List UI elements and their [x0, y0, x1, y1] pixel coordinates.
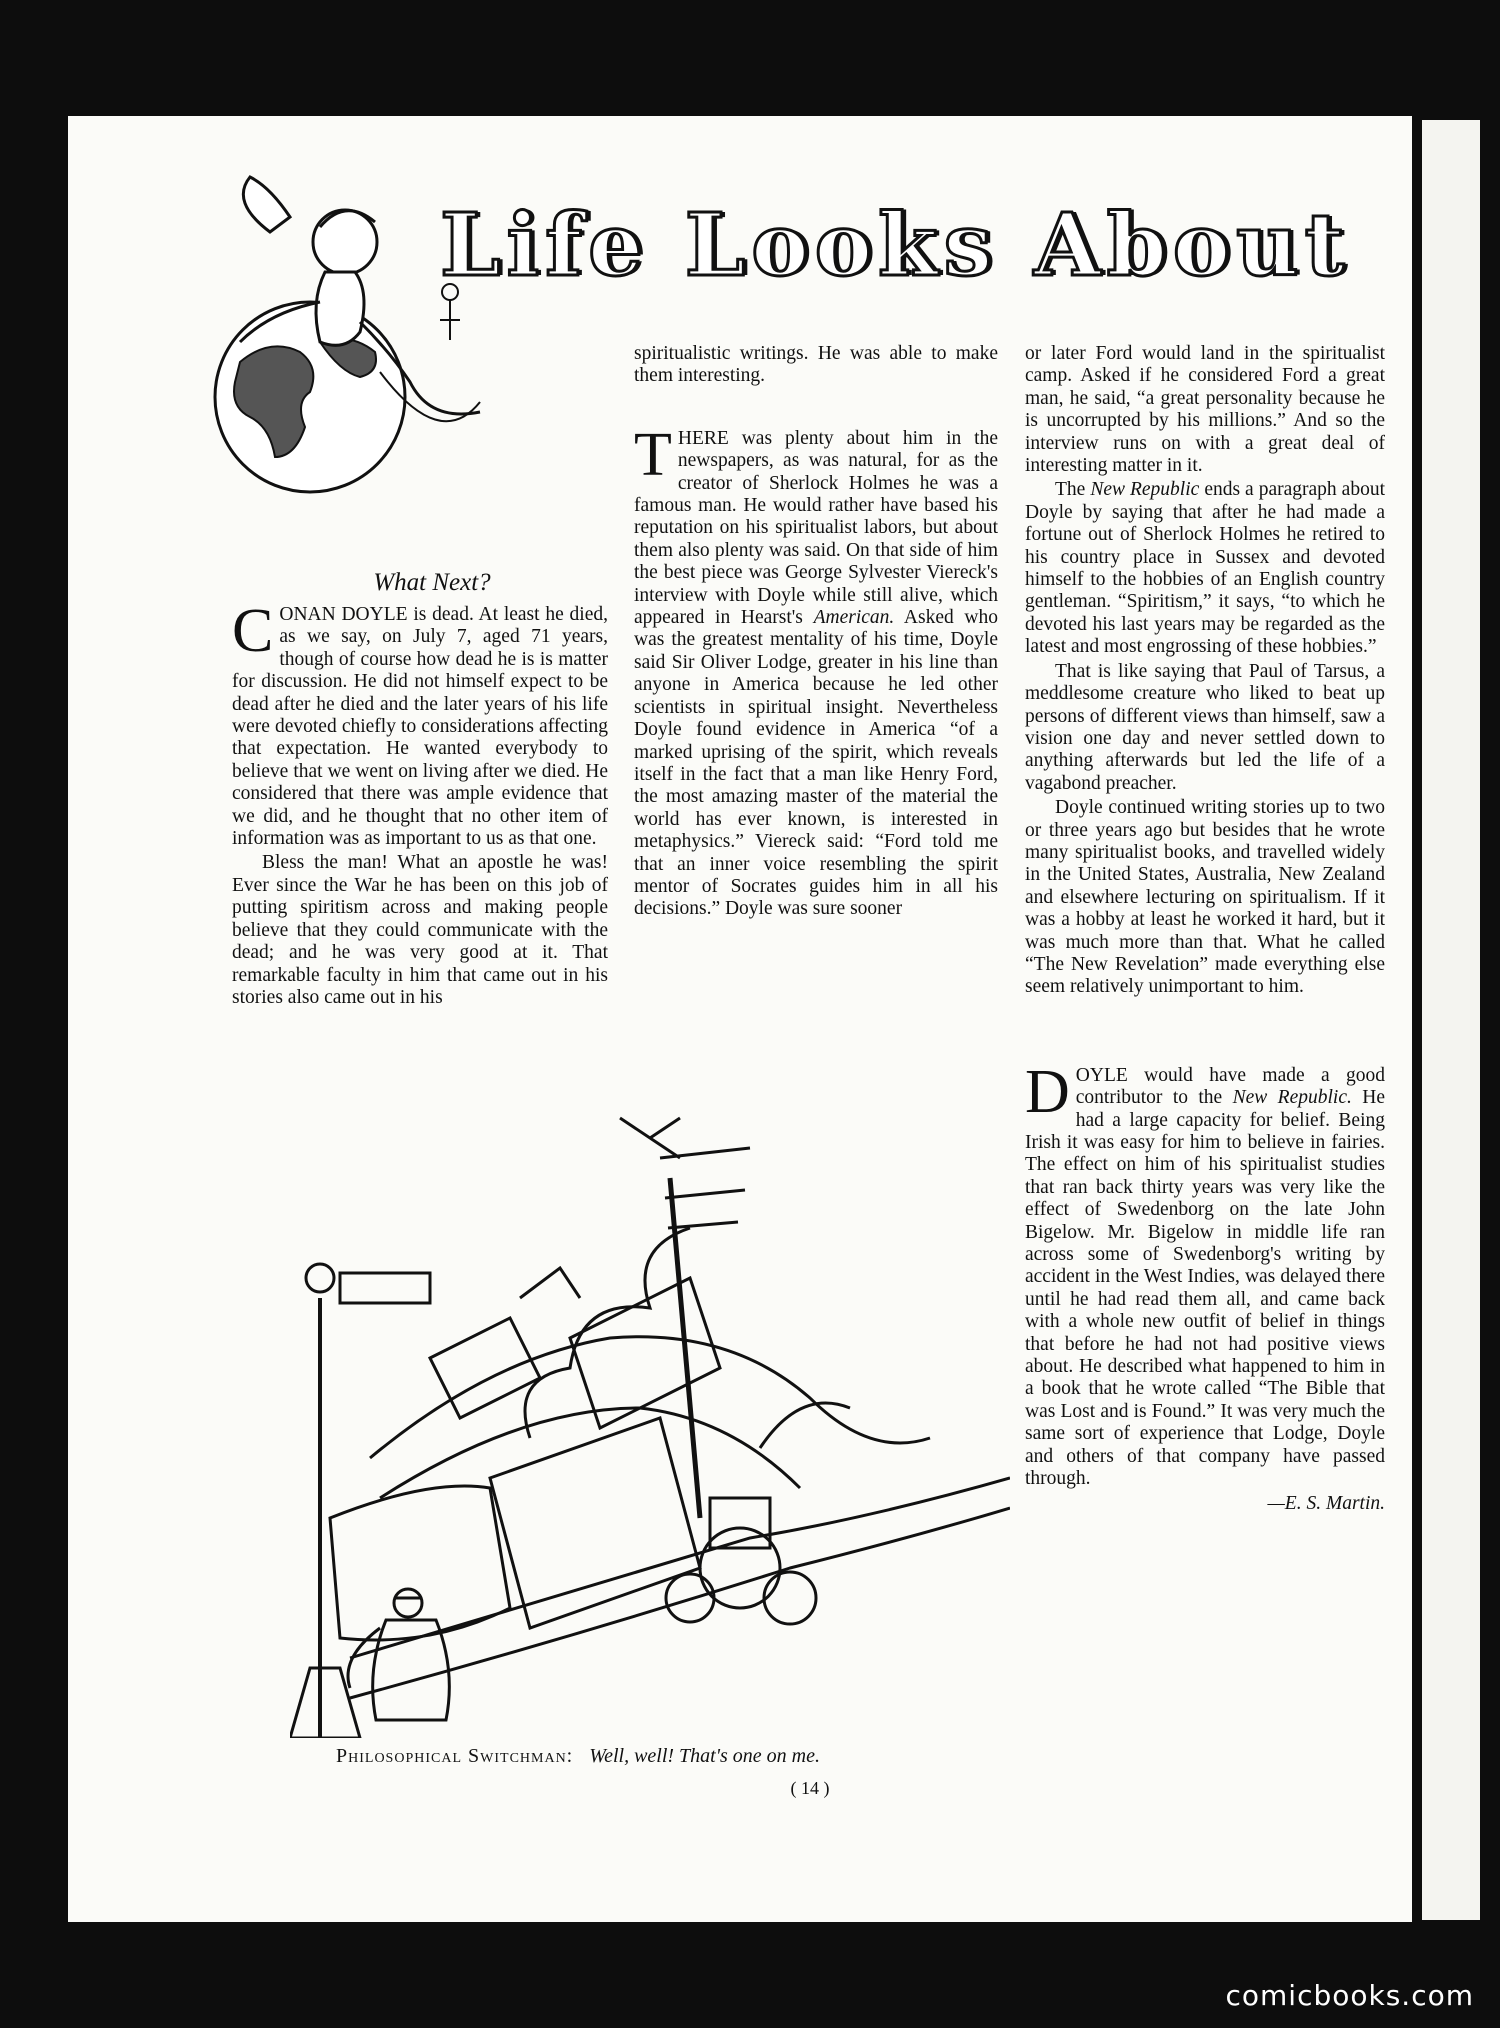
- caption-speaker: Philosophical Switchman:: [336, 1745, 574, 1767]
- page-title: Life Looks About: [440, 196, 1351, 296]
- italic-text: New Republic: [1090, 479, 1200, 501]
- source-watermark: comicbooks.com: [1225, 1979, 1474, 2012]
- drop-cap: T: [634, 420, 672, 489]
- article-paragraph: or later Ford would land in the spiritualist camp. Asked if he considered Ford a great man, he said, “a great personality because he is uncorrupted by his millions.” And so the interview runs on with a great deal of interesting matter in it.: [1025, 343, 1385, 477]
- article-paragraph: Bless the man! What an apostle he was! Ever since the War he has been on this job of putting spiritism across and making people believe that they could communicate with the dead; and he was very good at it. That remarkable faculty in him that came out in his stories also came out in his: [232, 852, 608, 1008]
- caption-quote: Well, well! That's one on me.: [589, 1745, 820, 1767]
- author-signature: —E. S. Martin.: [1267, 1492, 1385, 1514]
- article-paragraph: Doyle continued writing stories up to two or three years ago but besides that he wrote many spiritualist books, and travelled widely in the United States, Australia, New Zealand and elsewhere lecturing on spiritualism. If it was a hobby at least he worked it hard, but it was much more than that. What he called “The New Revelation” made everything else seem relatively unimportant to him.: [1025, 797, 1385, 998]
- paragraph-text: The: [1055, 479, 1091, 501]
- train-wreck-cartoon: [290, 1098, 1010, 1738]
- section-heading: What Next?: [373, 569, 491, 596]
- article-column-1: [232, 566, 608, 1009]
- paragraph-text: ends a paragraph about Doyle by saying that after he had made a fortune out of Sherlock Holmes he retired to his country place in Sussex and devoted himself to the hobbies of an English country gentleman. “Spiritism,” it says, “to which he devoted his last years may be regarded as the latest and most engrossing of these hobbies.”: [1025, 479, 1385, 658]
- paragraph-text: HERE was plenty about him in the newspapers, as was natural, for as the creator of Sherlock Holmes he was a famous man. He would rather have based his reputation on his spiritualist labors, but about them also plenty was said. On that side of him the best piece was George Sylvester Viereck's interview with Doyle while still alive, which appeared in Hearst's: [634, 427, 998, 629]
- page-number: ( 14 ): [790, 1778, 830, 1798]
- cartoon-caption: [336, 1744, 1036, 1768]
- italic-text: New Republic.: [1232, 1087, 1352, 1109]
- article-paragraph: [232, 597, 608, 850]
- paragraph-text: Asked who was the greatest mentality of his time, Doyle said Sir Oliver Lodge, greater in his line than anyone in America because he led other scientists in spiritual insight. Nevertheless Doyle found evidence in America “of a marked uprising of the spirit, which reveals itself in the fact that a man like Henry Ford, the most amazing master of the material the world has ever known, is interested in metaphysics.” Viereck said: “Ford told me that an inner voice resembling the spirit mentor of Socrates guides him in all his decisions.” Doyle was sure sooner: [634, 607, 998, 920]
- adjacent-page-edge: [1422, 120, 1480, 1920]
- drop-cap: D: [1025, 1057, 1070, 1126]
- paragraph-text: OYLE would have made a good contributor to the: [1075, 1064, 1385, 1109]
- article-paragraph: That is like saying that Paul of Tarsus, a meddlesome creature who liked to beat up persons of different views than himself, saw a vision one day and never settled down to anything afterwards but led the life of a vagabond preacher.: [1025, 660, 1385, 794]
- article-paragraph: spiritualistic writings. He was able to make them interesting.: [634, 343, 998, 387]
- paragraph-text: ONAN DOYLE is dead. At least he died, as we say, on July 7, aged 71 years, though of course how dead he is is matter for discussion. He did not himself expect to be dead after he died and the later years of his life were devoted chiefly to considerations affecting that expectation. He wanted everybody to believe that we went on living after we died. He considered that there was ample evidence that we did, and he thought that no other item of information was as important to us as that one.: [232, 604, 608, 850]
- article-paragraph: [1025, 479, 1385, 658]
- article-column-2: [634, 343, 998, 921]
- article-paragraph: [634, 420, 998, 921]
- article-column-3: [1025, 343, 1385, 1515]
- italic-text: American.: [813, 607, 895, 629]
- article-paragraph: [1025, 1057, 1385, 1491]
- drop-cap: C: [232, 597, 274, 665]
- paragraph-text: He had a large capacity for belief. Being Irish it was easy for him to believe in fairies. The effect on him of his spiritualist studies that ran back thirty years was very like the effect of Swedenborg on the late John Bigelow. Mr. Bigelow in middle life ran across some of Swedenborg's writing by accident in the West Indies, was delayed there until he had read them all, and came back with a whole new outfit of belief in things that before he had not had positive views about. He described what happened to him in a book that he wrote called “The Bible that was Lost and is Found.” It was very much the same sort of experience that Lodge, Doyle and others of that company have passed through.: [1025, 1087, 1385, 1490]
